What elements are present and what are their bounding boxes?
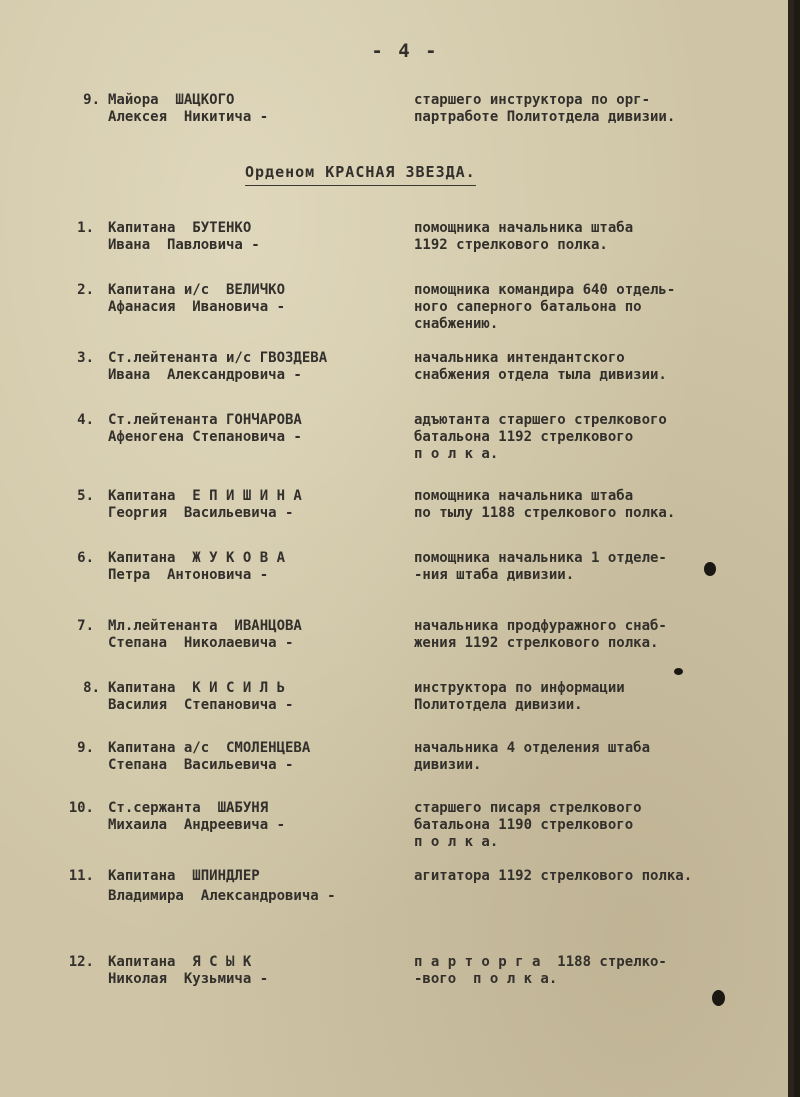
entry-rank-surname: Капитана Я С Ы К xyxy=(108,954,252,970)
entry-position: помощника командира 640 отдель- ного саперного батальона по снабжению. xyxy=(414,282,676,332)
entry-position: помощника начальника 1 отделе- -ния штаба дивизии. xyxy=(414,550,667,583)
entry-position: п а р т о р г а 1188 стрелко- -вого п о л к а. xyxy=(414,954,667,987)
entry-number: 1. xyxy=(77,220,94,236)
ink-blot xyxy=(704,562,716,576)
entry-rank-surname: Капитана Е П И Ш И Н А xyxy=(108,488,302,504)
entry-first-patronymic: Афанасия Ивановича - xyxy=(108,299,286,315)
entry-number: 9. xyxy=(83,92,100,108)
entry-rank-surname: Капитана Ж У К О В А xyxy=(108,550,286,566)
entry-position: старшего писаря стрелкового батальона 1190 стрелкового п о л к а. xyxy=(414,800,642,850)
entry-first-patronymic: Михаила Андреевича - xyxy=(108,817,286,833)
entry-position: старшего инструктора по орг- партработе Политотдела дивизии. xyxy=(414,92,676,125)
entry-first-patronymic: Василия Степановича - xyxy=(108,697,294,713)
entry-number: 6. xyxy=(77,550,94,566)
entry-number: 7. xyxy=(77,618,94,634)
entry-number: 9. xyxy=(77,740,94,756)
entry-position: начальника интендантского снабжения отдела тыла дивизии. xyxy=(414,350,667,383)
entry-first-patronymic: Георгия Васильевича - xyxy=(108,505,294,521)
entry-rank-surname: Капитана БУТЕНКО xyxy=(108,220,252,236)
entry-rank-surname: Ст.лейтенанта ГОНЧАРОВА xyxy=(108,412,302,428)
entry-position: адъютанта старшего стрелкового батальона 1192 стрелкового п о л к а. xyxy=(414,412,667,462)
entry-number: 12. xyxy=(68,954,94,970)
entry-position: начальника 4 отделения штаба дивизии. xyxy=(414,740,651,773)
entry-rank-surname: Майора ШАЦКОГО xyxy=(108,92,235,108)
entry-position: помощника начальника штаба 1192 стрелкового полка. xyxy=(414,220,634,253)
ink-blot xyxy=(712,990,725,1006)
entry-number: 5. xyxy=(77,488,94,504)
entry-first-patronymic: Алексея Никитича - xyxy=(108,109,269,125)
entry-rank-surname: Капитана и/с ВЕЛИЧКО xyxy=(108,282,286,298)
entry-rank-surname: Капитана К И С И Л Ь xyxy=(108,680,286,696)
entry-number: 10. xyxy=(68,800,94,816)
entry-rank-surname: Ст.лейтенанта и/с ГВОЗДЕВА xyxy=(108,350,328,366)
entry-number: 4. xyxy=(77,412,94,428)
entry-position: начальника продфуражного снаб- жения 1192 стрелкового полка. xyxy=(414,618,667,651)
entry-first-patronymic: Петра Антоновича - xyxy=(108,567,269,583)
entry-position: помощника начальника штаба по тылу 1188 стрелкового полка. xyxy=(414,488,676,521)
entry-first-patronymic: Николая Кузьмича - xyxy=(108,971,269,987)
entry-number: 8. xyxy=(83,680,100,696)
entry-rank-surname: Мл.лейтенанта ИВАНЦОВА xyxy=(108,618,302,634)
entry-position: агитатора 1192 стрелкового полка. xyxy=(414,868,693,884)
entry-first-patronymic: Степана Васильевича - xyxy=(108,757,294,773)
page-number: - 4 - xyxy=(371,40,439,62)
entry-rank-surname: Ст.сержанта ШАБУНЯ xyxy=(108,800,269,816)
ink-blot xyxy=(674,668,683,675)
page-edge xyxy=(788,0,794,1097)
entry-first-patronymic: Афеногена Степановича - xyxy=(108,429,302,445)
entry-first-patronymic: Ивана Александровича - xyxy=(108,367,302,383)
entry-first-patronymic: Степана Николаевича - xyxy=(108,635,294,651)
entry-rank-surname: Капитана ШПИНДЛЕР xyxy=(108,868,260,884)
entry-first-patronymic: Ивана Павловича - xyxy=(108,237,260,253)
entry-rank-surname: Капитана а/с СМОЛЕНЦЕВА xyxy=(108,740,311,756)
entry-position: инструктора по информации Политотдела дивизии. xyxy=(414,680,625,713)
entry-number: 11. xyxy=(68,868,94,884)
entry-number: 3. xyxy=(77,350,94,366)
award-heading: Орденом КРАСНАЯ ЗВЕЗДА. xyxy=(245,163,476,186)
entry-number: 2. xyxy=(77,282,94,298)
entry-first-patronymic: Владимира Александровича - xyxy=(108,888,336,904)
